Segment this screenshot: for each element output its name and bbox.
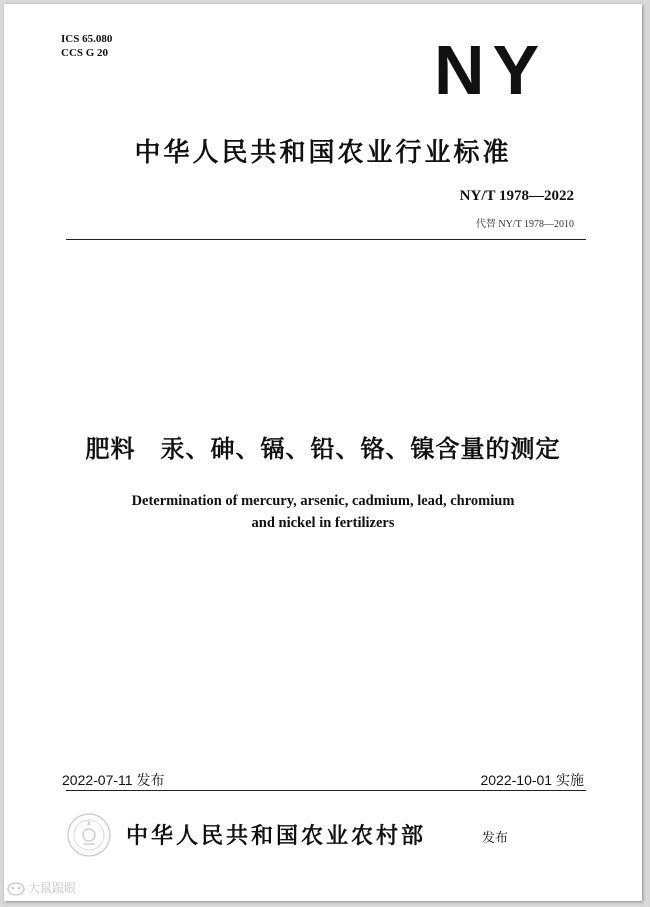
standard-number: NY/T 1978—2022 (459, 188, 574, 204)
watermark-logo-icon (6, 880, 26, 896)
document-title-cn: 肥料 汞、砷、镉、铅、铬、镍含量的测定 (85, 435, 561, 463)
classification-codes (61, 32, 112, 60)
ministry-seal-icon (66, 812, 112, 858)
ny-logo: NY (434, 31, 548, 109)
implementation-date: 2022-10-01 实施 (480, 772, 584, 788)
watermark-text: 大鼠跟眼 (28, 881, 77, 895)
issuing-authority: 中华人民共和国农业农村部 (126, 824, 427, 849)
title-en-line-1: Determination of mercury, arsenic, cadmium, lead, chromium (131, 493, 515, 509)
standard-category-title: 中华人民共和国农业行业标准 (134, 138, 512, 168)
ics-code: ICS 65.080 (61, 33, 113, 45)
document-title-en (4, 490, 642, 534)
issue-date: 2022-07-11 发布 (62, 772, 165, 788)
top-divider (66, 239, 586, 240)
title-en-line-2: and nickel in fertilizers (251, 515, 395, 531)
bottom-divider (66, 790, 586, 791)
document-page (4, 4, 642, 901)
issuer-action: 发布 (482, 831, 509, 846)
ccs-code: CCS G 20 (61, 47, 109, 59)
replaced-standard: 代替 NY/T 1978—2010 (475, 219, 574, 230)
